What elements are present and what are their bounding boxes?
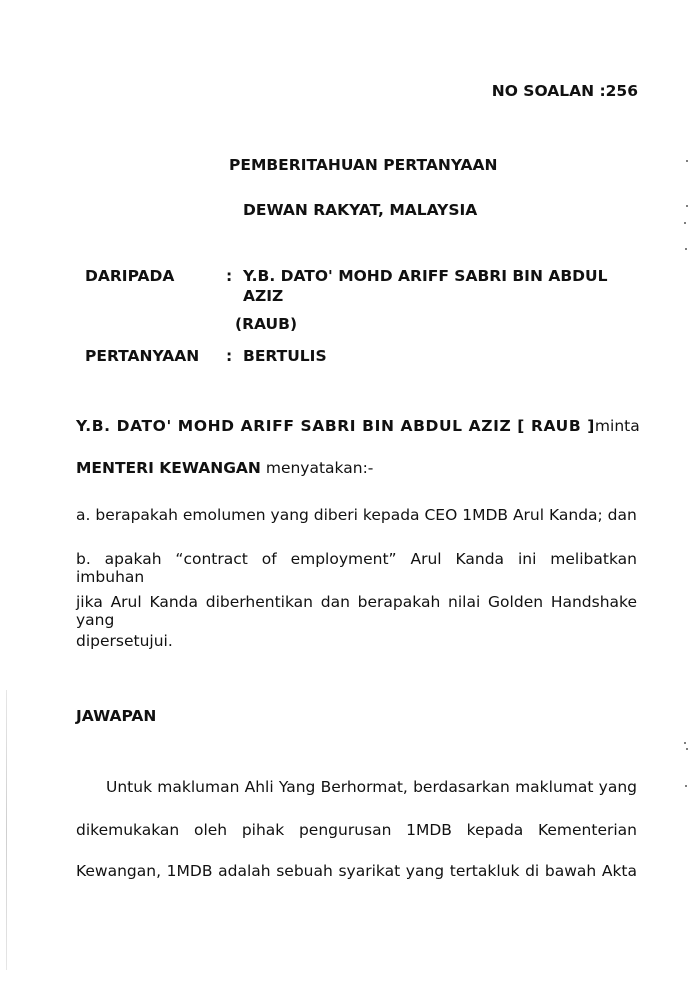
- answer-line-3: Kewangan, 1MDB adalah sebuah syarikat yang tertakluk di bawah Akta: [76, 862, 637, 880]
- question-type-colon: :: [226, 347, 233, 365]
- minister-line: [76, 459, 373, 477]
- from-value: Y.B. DATO' MOHD ARIFF SABRI BIN ABDUL: [243, 267, 608, 285]
- question-asker-line: [76, 417, 640, 435]
- answer-heading: JAWAPAN: [76, 707, 157, 725]
- answer-line-1: Untuk makluman Ahli Yang Berhormat, berdasarkan maklumat yang: [106, 778, 637, 796]
- from-constituency: (RAUB): [235, 315, 298, 333]
- question-type-label: PERTANYAAN: [85, 347, 200, 365]
- question-number: NO SOALAN :256: [491, 82, 638, 100]
- from-value-cont: AZIZ: [243, 287, 284, 305]
- question-item-b-cont: jika Arul Kanda diberhentikan dan berapakah nilai Golden Handshake yang: [76, 593, 637, 629]
- question-item-b-end: dipersetujui.: [76, 632, 173, 650]
- asker-suffix: minta: [594, 417, 640, 435]
- asker-name: Y.B. DATO' MOHD ARIFF SABRI BIN ABDUL AZIZ [ RAUB ]: [76, 417, 595, 435]
- page-subtitle: DEWAN RAKYAT, MALAYSIA: [243, 201, 478, 219]
- page-title: PEMBERITAHUAN PERTANYAAN: [229, 156, 498, 174]
- question-item-a: a. berapakah emolumen yang diberi kepada CEO 1MDB Arul Kanda; dan: [76, 506, 637, 524]
- answer-line-2: dikemukakan oleh pihak pengurusan 1MDB kepada Kementerian: [76, 821, 637, 839]
- scan-edge: [6, 690, 7, 970]
- question-type-value: BERTULIS: [243, 347, 327, 365]
- from-colon: :: [226, 267, 233, 285]
- minister-suffix: menyatakan:-: [265, 459, 374, 477]
- minister-name: MENTERI KEWANGAN: [76, 459, 261, 477]
- question-item-b: b. apakah “contract of employment” Arul Kanda ini melibatkan imbuhan: [76, 550, 637, 586]
- from-label: DARIPADA: [85, 267, 175, 285]
